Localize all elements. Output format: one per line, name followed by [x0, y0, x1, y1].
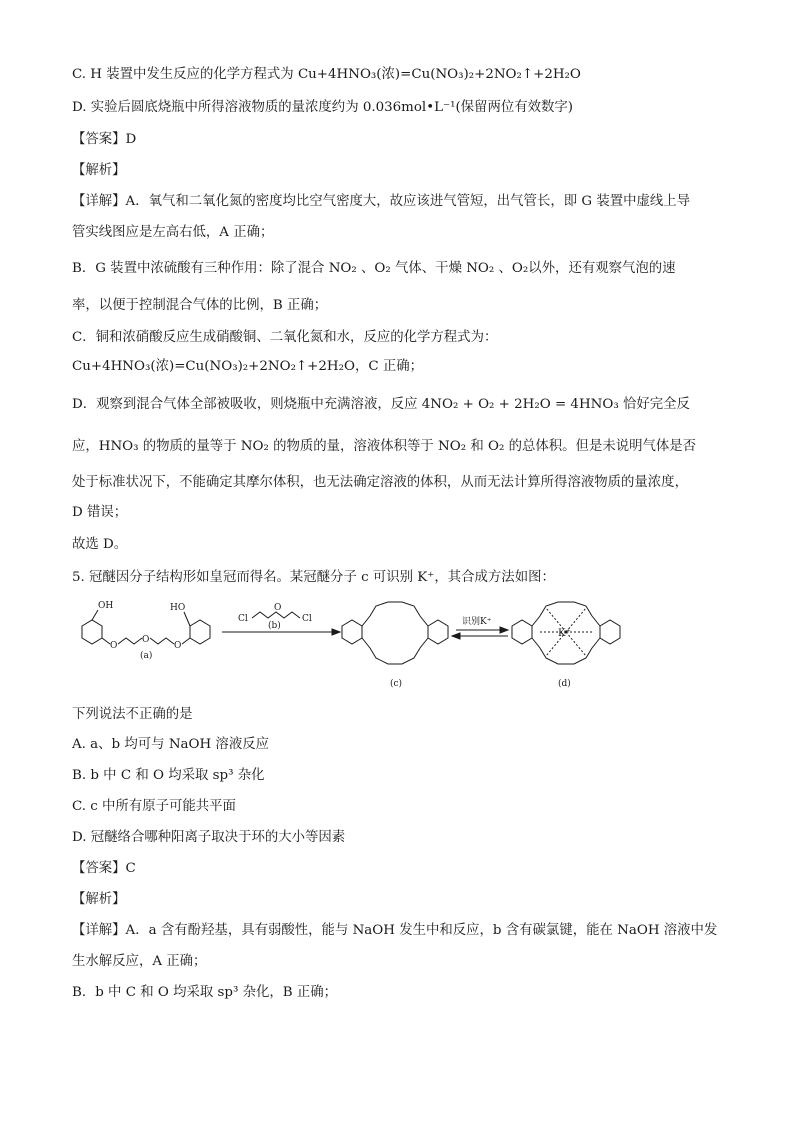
q5-answer: 【答案】C — [72, 861, 136, 876]
q5-detail-b-line1: B．b 中 C 和 O 均采取 sp³ 杂化，B 正确； — [72, 985, 338, 1000]
benzene-ring-d-right — [600, 620, 620, 644]
q4-detail-d-line4: D 错误； — [72, 505, 128, 520]
q5-option-c: C. c 中所有原子可能共平面 — [72, 799, 236, 814]
q5-stem: 5. 冠醚因分子结构形如皇冠而得名。某冠醚分子 c 可识别 K⁺，其合成方法如图： — [72, 570, 555, 585]
label-c: (c) — [390, 679, 403, 689]
equilibrium-label: 识别K⁺ — [462, 617, 492, 627]
potassium-ion-label: K⁺ — [558, 628, 571, 639]
crown-lower-chain — [362, 638, 428, 664]
q4-detail-b-line2: 率，以便于控制混合气体的比例，B 正确； — [72, 298, 328, 313]
q4-detail-d-line2: 应，HNO₃ 的物质的量等于 NO₂ 的物质的量，溶液体积等于 NO₂ 和 O₂ 的总体积。但是未说明气体是否 — [72, 439, 697, 454]
hydroxyl-label-left: OH — [98, 601, 114, 611]
hydroxyl-label-right: HO — [170, 603, 186, 613]
q4-detail-a-line2: 管实线图应是左高右低，A 正确； — [72, 225, 274, 240]
q4-detail-c-line2: Cu+4HNO₃(浓)=Cu(NO₃)₂+2NO₂↑+2H₂O，C 正确； — [72, 359, 424, 374]
benzene-ring-d-left — [512, 620, 532, 644]
chloro-label-left: Cl — [238, 614, 248, 624]
label-b: (b) — [268, 621, 281, 631]
benzene-ring-a-left — [82, 620, 102, 644]
benzene-ring-c-right — [428, 620, 448, 644]
label-a: (a) — [140, 651, 153, 661]
benzene-ring-a-right — [190, 620, 210, 644]
label-d: (d) — [558, 679, 571, 689]
q5-option-a: A. a、b 均可与 NaOH 溶液反应 — [72, 737, 269, 752]
q5-prompt: 下列说法不正确的是 — [72, 707, 193, 722]
q5-analysis-heading: 【解析】 — [72, 892, 126, 907]
oxygen-label: O — [274, 603, 282, 613]
oxygen-label: O — [174, 641, 182, 651]
benzene-ring-c-left — [342, 620, 362, 644]
q4-option-d: D. 实验后圆底烧瓶中所得溶液物质的量浓度约为 0.036mol•L⁻¹(保留两位有效数字) — [72, 100, 574, 115]
q4-detail-d-line3: 处于标准状况下，不能确定其摩尔体积，也无法确定溶液的体积，从而无法计算所得溶液物质的量浓度， — [72, 475, 688, 490]
crown-ether-synthesis-scheme — [62, 596, 742, 696]
q4-analysis-heading: 【解析】 — [72, 163, 126, 178]
q5-detail-a-line1: 【详解】A．a 含有酚羟基，具有弱酸性，能与 NaOH 发生中和反应，b 含有碳氯键，能在 NaOH 溶液中发 — [72, 923, 718, 938]
q4-option-c: C. H 装置中发生反应的化学方程式为 Cu+4HNO₃(浓)=Cu(NO₃)₂+2NO₂↑+2H₂O — [72, 67, 581, 82]
oxygen-label: O — [142, 635, 150, 645]
q5-detail-a-line2: 生水解反应，A 正确； — [72, 954, 207, 969]
q4-detail-d-line1: D．观察到混合气体全部被吸收，则烧瓶中充满溶液，反应 4NO₂ + O₂ + 2H₂O = 4HNO₃ 恰好完全反 — [72, 397, 690, 412]
q4-conclusion: 故选 D。 — [72, 537, 128, 552]
q4-detail-a-line1: 【详解】A．氧气和二氧化氮的密度均比空气密度大，故应该进气管短，出气管长，即 G 装置中虚线上导 — [72, 194, 691, 209]
chloro-label-right: Cl — [302, 614, 312, 624]
q4-answer: 【答案】D — [72, 132, 137, 147]
oxygen-label: O — [110, 641, 118, 651]
q4-detail-c-line1: C．铜和浓硝酸反应生成硝酸铜、二氧化氮和水，反应的化学方程式为： — [72, 330, 498, 345]
q5-option-b: B. b 中 C 和 O 均采取 sp³ 杂化 — [72, 768, 265, 783]
q5-option-d: D. 冠醚络合哪种阳离子取决于环的大小等因素 — [72, 830, 346, 845]
crown-upper-chain — [362, 602, 428, 626]
q4-detail-b-line1: B．G 装置中浓硫酸有三种作用：除了混合 NO₂ 、O₂ 气体、干燥 NO₂ 、O₂以外，还有观察气泡的速 — [72, 261, 676, 276]
